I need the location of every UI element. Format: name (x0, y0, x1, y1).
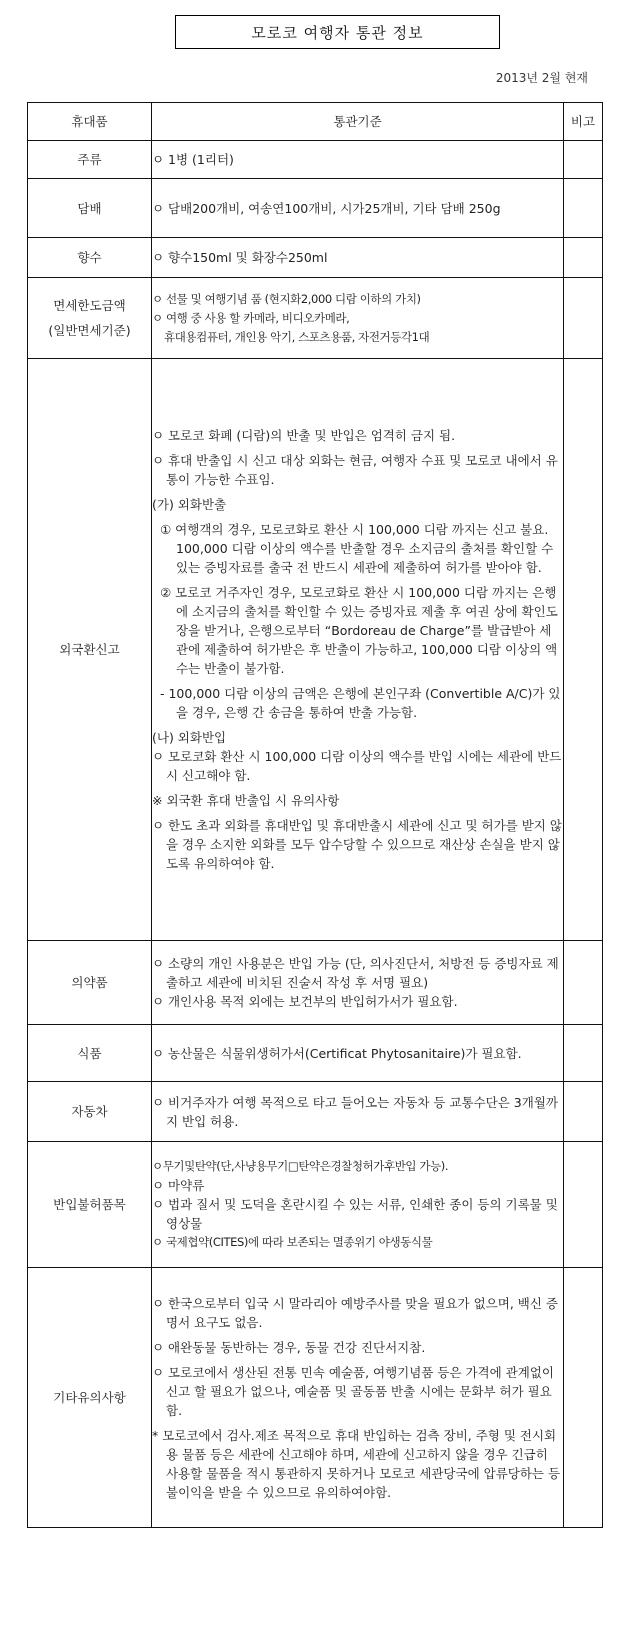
text-line: ㅇ 한도 초과 외화를 휴대반입 및 휴대반출시 세관에 신고 및 허가를 받지 않을 경우 소지한 외화를 모두 압수당할 수 있으므로 재산상 손실을 받지 않도록 유의하여야 함. (152, 818, 562, 871)
standard-liquor (152, 141, 564, 179)
text-line: ㅇ 담배200개비, 여송연100개비, 시가25개비, 기타 담배 250g (152, 200, 501, 216)
category-tobacco: 담배 (28, 179, 152, 238)
category-vehicle: 자동차 (28, 1082, 152, 1142)
text-line: ㅇ 모로코화 환산 시 100,000 디람 이상의 액수를 반입 시에는 세관에 반드시 신고해야 함. (152, 749, 562, 783)
table-header-row (28, 103, 603, 141)
table-row-prohibited (28, 1142, 603, 1268)
category-currency: 외국환신고 (28, 359, 152, 941)
table-row-tobacco (28, 179, 603, 238)
table-row-vehicle (28, 1082, 603, 1142)
text-line: ① 여행객의 경우, 모로코화로 환산 시 100,000 디람 까지는 신고 불요. 100,000 디람 이상의 액수를 반출할 경우 소지금의 출처를 확인할 수 있는 증빙자료를 출국 전 반드시 세관에 제출하여 허가를 받아야 함. (160, 522, 554, 575)
standard-other (152, 1268, 564, 1528)
table-row-liquor (28, 141, 603, 179)
customs-table (27, 102, 603, 1528)
remark-cell (564, 1142, 603, 1268)
text-line: ㅇ 모로코에서 생산된 전통 민속 예술품, 여행기념품 등은 가격에 관계없이 신고 할 필요가 없으나, 예술품 및 골동품 반출 시에는 문화부 허가 필요함. (152, 1364, 554, 1418)
text-line: ㅇ 농산물은 식물위생허가서(Certificat Phytosanitaire)가 필요함. (152, 1045, 522, 1061)
standard-dutyfree (152, 278, 564, 359)
header-item: 휴대품 (28, 103, 152, 141)
table-row-perfume (28, 238, 603, 278)
text-line: - 100,000 디람 이상의 금액은 은행에 본인구좌 (Convertible A/C)가 있을 경우, 은행 간 송금을 통하여 반출 가능함. (160, 686, 561, 720)
remark-cell (564, 1082, 603, 1142)
text-line: ㅇ 애완동물 동반하는 경우, 동물 건강 진단서지참. (152, 1339, 426, 1355)
remark-cell (564, 1025, 603, 1082)
text-line: ② 모로코 거주자인 경우, 모로코화로 환산 시 100,000 디람 까지는 은행에 소지금의 출처를 확인할 수 있는 증빙자료 제출 후 여권 상에 확인도장을 받거나, 은행으로부터 “Bordoreau de Charge”를 발급받아 세관에 제출하여 허가받은 후 반출이 가능하고, 100,000 디람 이상의 액수는 반출이 불가함. (160, 585, 558, 676)
text-line: 휴대용컴퓨터, 개인용 악기, 스포츠용품, 자전거등각1대 (164, 329, 430, 344)
table-row-medicine (28, 941, 603, 1025)
category-food: 식품 (28, 1025, 152, 1082)
text-line: ㅇ 비거주자가 여행 목적으로 타고 들어오는 자동차 등 교통수단은 3개월까지 반입 허용. (152, 1094, 558, 1129)
standard-perfume (152, 238, 564, 278)
category-other: 기타유의사항 (28, 1268, 152, 1528)
standard-medicine (152, 941, 564, 1025)
remark-cell (564, 278, 603, 359)
category-liquor: 주류 (28, 141, 152, 179)
remark-cell (564, 941, 603, 1025)
text-line: ㅇ 선물 및 여행기념 품 (현지화2,000 디람 이하의 가치) (152, 291, 421, 306)
text-line: (나) 외화반입 (152, 730, 227, 745)
text-line: ㅇ 모로코 화폐 (디람)의 반출 및 반입은 엄격히 금지 됨. (152, 428, 456, 443)
text-line: ㅇ 국제협약(CITES)에 따라 보존되는 멸종위기 야생동식물 (152, 1235, 433, 1249)
table-row-currency (28, 359, 603, 941)
remark-cell (564, 238, 603, 278)
header-remark: 비고 (564, 103, 603, 141)
remark-cell (564, 179, 603, 238)
text-line: ㅇ 향수150ml 및 화장수250ml (152, 250, 328, 265)
remark-cell (564, 359, 603, 941)
text-line: ㅇ 개인사용 목적 외에는 보건부의 반입허가서가 필요함. (152, 994, 458, 1009)
remark-cell (564, 1268, 603, 1528)
text-line: ㅇ 한국으로부터 입국 시 말라리아 예방주사를 맞을 필요가 없으며, 백신 증명서 요구도 없음. (152, 1295, 558, 1330)
text-line: ㅇ 휴대 반출입 시 신고 대상 외화는 현금, 여행자 수표 및 모로코 내에서 유통이 가능한 수표임. (152, 453, 558, 487)
text-line: ㅇ 법과 질서 및 도덕을 혼란시킬 수 있는 서류, 인쇄한 종이 등의 기록물 및 영상물 (152, 1197, 558, 1231)
text-line: ㅇ 마약류 (152, 1178, 205, 1193)
text-line: (가) 외화반출 (152, 497, 227, 512)
standard-currency (152, 359, 564, 941)
table-row-other (28, 1268, 603, 1528)
table-row-food (28, 1025, 603, 1082)
category-dutyfree (28, 278, 152, 359)
standard-vehicle (152, 1082, 564, 1142)
text-line: ※ 외국환 휴대 반출입 시 유의사항 (152, 793, 340, 808)
category-dutyfree-title: 면세한도금액 (53, 298, 126, 313)
standard-food (152, 1025, 564, 1082)
category-prohibited: 반입불허품목 (28, 1142, 152, 1268)
standard-tobacco (152, 179, 564, 238)
as-of-date: 2013년 2월 현재 (495, 71, 588, 85)
text-line: ㅇ 1병 (1리터) (152, 152, 234, 167)
remark-cell (564, 141, 603, 179)
standard-prohibited (152, 1142, 564, 1268)
text-line: ㅇ 소량의 개인 사용분은 반입 가능 (단, 의사진단서, 처방전 등 증빙자료 제출하고 세관에 비치된 진술서 작성 후 서명 필요) (152, 956, 559, 990)
category-dutyfree-subtitle: (일반면세기준) (48, 323, 131, 338)
category-medicine: 의약품 (28, 941, 152, 1025)
text-line: * 모로코에서 검사.제조 목적으로 휴대 반입하는 검측 장비, 주형 및 전시회용 물품 등은 세관에 신고해야 하며, 세관에 신고하지 않을 경우 긴급히 사용할 물품을 적시 통관하지 못하거나 모로코 세관당국에 압류당하는 등 불이익을 받을 수 있으므로 유의하여야함. (152, 1427, 561, 1500)
category-perfume: 향수 (28, 238, 152, 278)
document-title: 모로코 여행자 통관 정보 (175, 15, 500, 49)
text-line: ㅇ 여행 중 사용 할 카메라, 비디오카메라, (152, 310, 350, 325)
header-standard: 통관기준 (152, 103, 564, 141)
table-row-dutyfree (28, 278, 603, 359)
text-line: ㅇ무기및탄약(단,사냥용무기□탄약은경찰청허가후반입 가능). (152, 1159, 449, 1173)
